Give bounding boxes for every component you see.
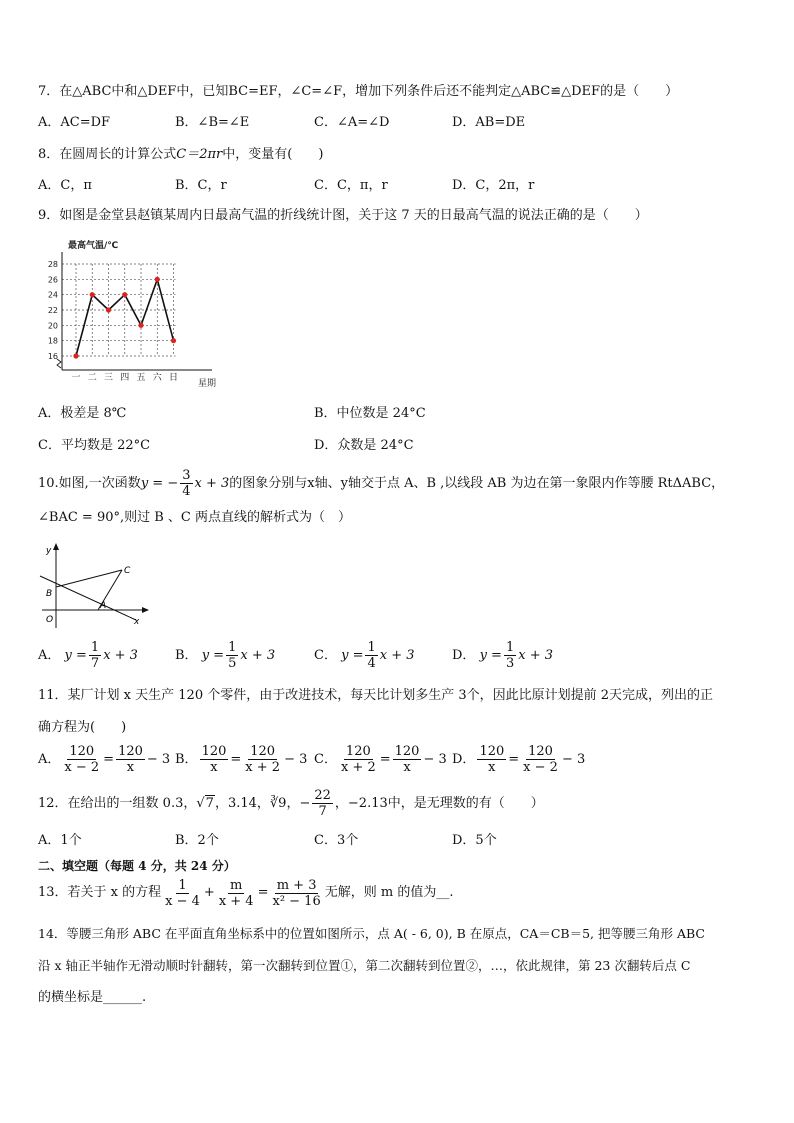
y-tick-label: 28 (47, 260, 58, 269)
q11-option-a: A． $\frac{120}{x - 2}$ = $\frac{120}{x}$ − 3 (38, 744, 171, 775)
q12-option-c: C．3个 (314, 833, 359, 848)
question-8-stem (38, 146, 323, 164)
q7-option-b: B．∠B=∠E (175, 115, 250, 130)
question-12-stem: 12．在给出的一组数 0.3， √7 ，3.14， ∛9 ，− $\frac{22}{7}$ ，−2.13中，是无理数的有（ ） (38, 788, 544, 819)
q8-option-a: A．C，π (38, 178, 92, 193)
chart-yticks (48, 260, 58, 361)
q7-option-a: A．AC=DF (38, 115, 111, 130)
fig-label-x: x (134, 617, 140, 627)
question-11-line1: 11．某厂计划 x 天生产 120 个零件，由于改进技术，每天比计划多生产 3个，因此比原计划提前 2天完成，列出的正 (38, 688, 714, 703)
q8-option-d: D．C，2π，r (452, 178, 535, 193)
q7-option-d: D．AB=DE (452, 115, 526, 130)
question-10-stem (38, 468, 724, 499)
question-14-line2: 沿 x 轴正半轴作无滑动顺时针翻转，第一次翻转到位置①，第二次翻转到位置②，…，依此规律，第 23 次翻转后点 C (38, 958, 691, 973)
fig-label-y: y (46, 546, 52, 556)
question-9-stem: 9．如图是金堂县赵镇某周内日最高气温的折线统计图，关于这 7 天的日最高气温的说法正确的是（ ） (38, 208, 648, 223)
fig-label-c: C (124, 566, 131, 576)
data-point (138, 323, 143, 328)
q10-option-b: B． y = $\frac{1}{5}$ x + 3 (175, 640, 276, 671)
q12-option-a: A．1个 (38, 833, 82, 848)
fig-label-a: A (100, 601, 107, 611)
q8-stem-b: 中，变量有( ) (222, 147, 324, 162)
chart-xlabel: 星期 (198, 379, 217, 389)
chart-ylabel: 最高气温/℃ (68, 241, 119, 251)
q12-fraction: $\frac{22}{7}$ (314, 788, 331, 819)
question-13-stem: 13．若关于 x 的方程 $\frac{1}{x - 4}$ + $\frac{m}{x + 4}$ = $\frac{m + 3}{\text{x² − 16}}$ 无解，则 m 的值为__. (38, 877, 454, 909)
y-tick-label: 22 (47, 306, 58, 315)
chart-xticks (71, 372, 178, 383)
chart-axes (57, 252, 212, 370)
q10-option-d: D． y = $\frac{1}{3}$ x + 3 (452, 640, 553, 671)
fig-label-o: O (46, 615, 54, 625)
data-point (155, 277, 160, 282)
q9-option-b: B．中位数是 24°C (314, 406, 426, 421)
data-point (106, 307, 111, 312)
x-tick-label: 日 (169, 373, 179, 383)
question-11-line2: 确方程为( ) (38, 720, 127, 735)
q10-stem-a: 10.如图,一次函数 (38, 475, 141, 491)
data-point (73, 353, 78, 358)
question-7-stem: 7．在△ABC中和△DEF中，已知BC=EF，∠C=∠F，增加下列条件后还不能判定△ABC≌△DEF的是（ ） (38, 84, 679, 99)
section-2-heading: 二、填空题（每题 4 分，共 24 分） (38, 859, 236, 873)
q11-option-c: C． $\frac{120}{x + 2}$ = $\frac{120}{x}$ − 3 (314, 744, 447, 775)
x-tick-label: 二 (87, 373, 97, 383)
q9-option-c: C．平均数是 22°C (38, 438, 151, 453)
cbrt-9: ∛9 (269, 795, 287, 811)
data-point (122, 292, 127, 297)
x-tick-label: 三 (103, 373, 114, 383)
y-tick-label: 26 (47, 275, 58, 285)
temperature-line-chart (40, 236, 230, 392)
q11-option-d: D． $\frac{120}{x}$ = $\frac{120}{x - 2}$ − 3 (452, 744, 586, 775)
q9-option-d: D．众数是 24°C (314, 438, 414, 453)
fig-label-b: B (46, 589, 53, 599)
question-14-line3: 的横坐标是______. (38, 990, 147, 1005)
q9-option-a: A．极差是 8℃ (38, 406, 127, 421)
y-tick-label: 20 (47, 321, 58, 331)
q10-func-rhs: x + 3 (194, 475, 230, 491)
question-14-line1: 14．等腰三角形 ABC 在平面直角坐标系中的位置如图所示，点 A( - 6, 0), B 在原点，CA＝CB＝5, 把等腰三角形 ABC (38, 926, 705, 941)
q10-option-a: A． y = $\frac{1}{7}$ x + 3 (38, 640, 138, 671)
q8-option-c: C．C，π，r (314, 178, 388, 193)
q8-stem-a: 8．在圆周长的计算公式 (38, 147, 177, 162)
q12-option-d: D．5个 (452, 833, 497, 848)
y-tick-label: 24 (47, 290, 58, 300)
q10-coordinate-figure (36, 540, 156, 630)
x-tick-label: 一 (71, 373, 81, 383)
x-tick-label: 四 (120, 373, 130, 383)
q10-func-fraction: $\frac{3}{4}$ (182, 468, 191, 499)
sqrt-7: √7 (196, 795, 214, 811)
x-tick-label: 六 (152, 373, 162, 383)
y-tick-label: 16 (47, 352, 58, 361)
y-tick-label: 18 (47, 336, 58, 346)
q8-formula: C＝2πr (176, 147, 223, 162)
q10-stem-b: 的图象分别与x轴、y轴交于点 A、B ,以线段 AB 为边在第一象限内作等腰 RtΔABC， (229, 475, 725, 491)
data-point (90, 292, 95, 297)
q10-func-lhs: y = − (140, 475, 179, 491)
q10-stem-c: ∠BAC = 90°,则过 B 、C 两点直线的解析式为（ ） (38, 510, 352, 525)
q11-option-b: B． $\frac{120}{x}$ = $\frac{120}{x + 2}$ − 3 (175, 744, 308, 775)
q10-option-c: C． y = $\frac{1}{4}$ x + 3 (314, 640, 415, 671)
q8-option-b: B．C，r (175, 178, 227, 193)
q7-option-c: C．∠A=∠D (314, 115, 390, 130)
x-tick-label: 五 (136, 373, 146, 383)
data-point (171, 338, 176, 343)
q12-option-b: B．2个 (175, 833, 219, 848)
